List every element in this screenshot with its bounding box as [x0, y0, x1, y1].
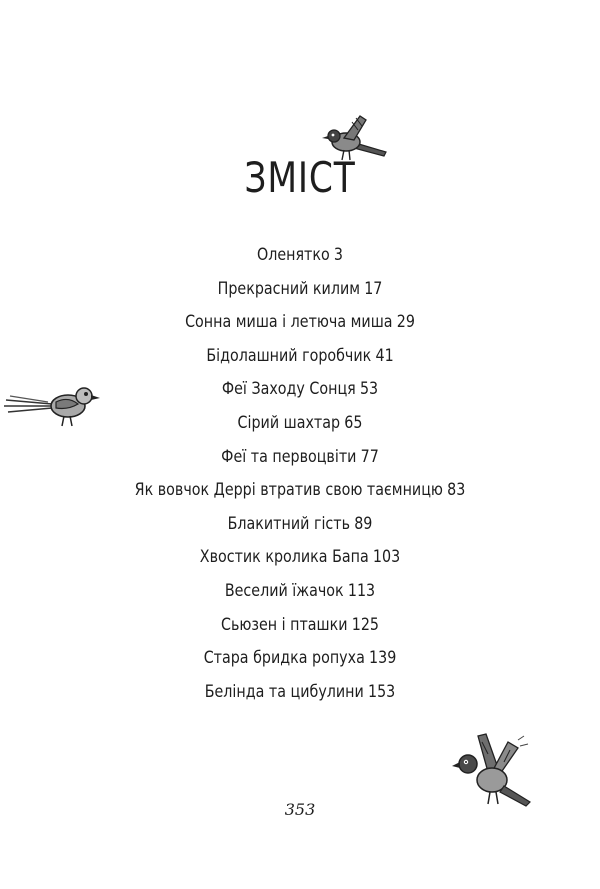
toc-entry-title: Веселий їжачок: [224, 580, 344, 601]
toc-entry-title: Прекрасний килим: [217, 278, 361, 299]
toc-entry-page: 89: [354, 513, 373, 534]
bird-left-margin-icon: [2, 378, 102, 434]
bird-bottom-right-icon: [448, 732, 534, 810]
toc-entry-page: 139: [369, 648, 397, 669]
toc-entry-page: 41: [375, 345, 394, 366]
toc-entry-page: 83: [447, 480, 466, 501]
toc-entry-title: Сірий шахтар: [237, 412, 341, 433]
table-of-contents: [0, 239, 600, 709]
toc-entry-page: 103: [372, 547, 401, 568]
toc-entry[interactable]: [48, 239, 552, 273]
toc-entry-title: Блакитний гість: [227, 513, 351, 534]
toc-entry-title: Бідолашний горобчик: [206, 345, 372, 366]
toc-entry-page: 53: [359, 379, 379, 400]
toc-entry-page: 3: [333, 245, 344, 265]
toc-entry-page: 29: [396, 312, 415, 333]
page-number: 353: [284, 800, 316, 819]
toc-entry-title: Сьюзен і пташки: [220, 614, 348, 635]
page-title: ЗМІСТ: [244, 153, 356, 202]
toc-entry-page: 153: [368, 681, 396, 702]
toc-entry[interactable]: [48, 407, 552, 441]
toc-entry[interactable]: [48, 541, 552, 575]
toc-entry-title: Сонна миша і летюча миша: [185, 312, 393, 333]
toc-entry[interactable]: [48, 575, 552, 609]
toc-entry-title: Як вовчок Деррі втратив свою таємницю: [134, 480, 443, 501]
toc-entry-title: Белінда та цибулини: [204, 681, 364, 702]
toc-entry-title: Феї Заходу Сонця: [221, 379, 356, 400]
toc-entry-title: Хвостик кролика Бапа: [199, 547, 369, 568]
toc-entry[interactable]: [48, 609, 552, 643]
toc-entry-page: 65: [344, 412, 363, 433]
toc-entry-page: 113: [347, 580, 376, 601]
toc-entry-page: 77: [360, 446, 379, 467]
toc-entry[interactable]: [48, 273, 552, 307]
toc-entry-title: Оленятко: [256, 245, 330, 265]
toc-entry[interactable]: [48, 676, 552, 710]
toc-entry-page: 17: [364, 278, 383, 299]
toc-entry[interactable]: [48, 373, 552, 407]
toc-entry[interactable]: [48, 340, 552, 374]
toc-entry[interactable]: [48, 441, 552, 475]
toc-entry[interactable]: [48, 642, 552, 676]
toc-entry[interactable]: [48, 306, 552, 340]
toc-entry-page: 125: [351, 614, 379, 635]
toc-entry[interactable]: [48, 474, 552, 508]
toc-entry-title: Феї та первоцвіти: [221, 446, 357, 467]
toc-entry[interactable]: [48, 508, 552, 542]
toc-entry-title: Стара бридка ропуха: [203, 648, 365, 669]
